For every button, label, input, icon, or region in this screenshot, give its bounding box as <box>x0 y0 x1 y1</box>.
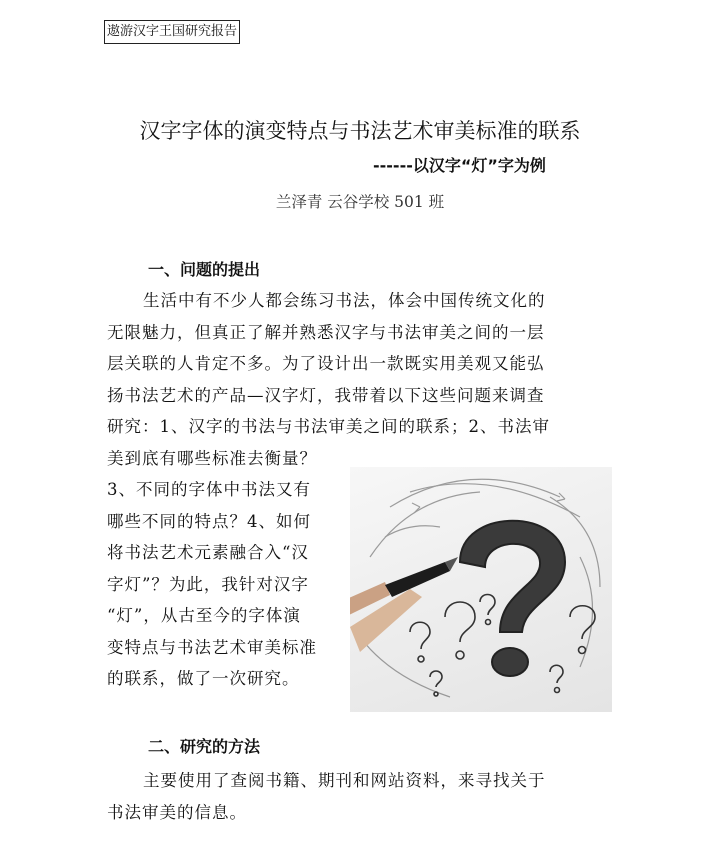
author-line: 兰泽青 云谷学校 501 班 <box>275 193 445 211</box>
text-line: 主要使用了查阅书籍、期刊和网站资料，来寻找关于 <box>143 771 546 790</box>
text-line: 将书法艺术元素融合入“汉 <box>107 543 309 562</box>
text-line: “灯”，从古至今的字体演 <box>107 606 301 625</box>
page-subtitle: ------以汉字“灯”字为例 <box>373 156 546 175</box>
text-line: 研究：1、汉字的书法与书法审美之间的联系；2、书法审 <box>107 417 550 436</box>
report-header-tag: 遨游汉字王国研究报告 <box>104 20 240 44</box>
section-heading-1: 一、问题的提出 <box>148 260 261 279</box>
section-heading-2: 二、研究的方法 <box>148 737 261 756</box>
section-body-2 <box>107 765 612 828</box>
text-line: 无限魅力，但真正了解并熟悉汉字与书法审美之间的一层 <box>107 322 545 342</box>
text-line: 3、不同的字体中书法又有 <box>107 480 311 499</box>
page-title: 汉字字体的演变特点与书法艺术审美标准的联系 <box>139 119 581 143</box>
text-line: 书法审美的信息。 <box>107 802 247 822</box>
text-line: 字灯”？为此，我针对汉字 <box>107 574 309 594</box>
text-line: 变特点与书法艺术审美标准 <box>107 637 317 657</box>
text-line: 扬书法艺术的产品—汉字灯，我带着以下这些问题来调查 <box>107 385 545 405</box>
text-line: 的联系，做了一次研究。 <box>107 669 300 688</box>
question-mark-sketch-image <box>350 467 612 712</box>
text-line: 生活中有不少人都会练习书法，体会中国传统文化的 <box>143 291 546 310</box>
text-line: 哪些不同的特点？4、如何 <box>107 511 311 531</box>
text-line: 层关联的人肯定不多。为了设计出一款既实用美观又能弘 <box>107 354 545 373</box>
question-mark-sketch-icon <box>350 467 612 712</box>
text-line: 美到底有哪些标准去衡量？ <box>107 448 317 468</box>
